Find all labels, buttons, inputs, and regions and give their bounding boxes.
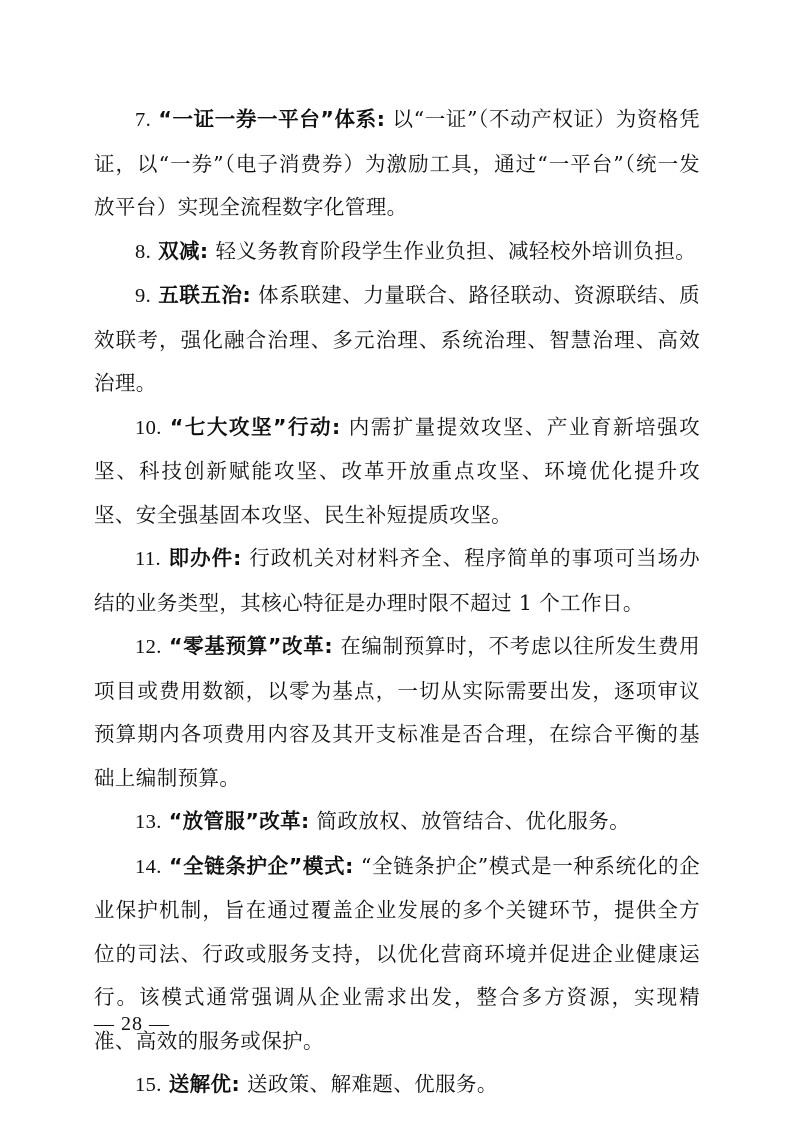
page-number: — 28 — [94, 1013, 170, 1035]
item-term: 双减: [158, 238, 209, 263]
glossary-item-12 [94, 625, 700, 800]
item-term: 送解优: [168, 1072, 241, 1096]
item-term: 即办件: [168, 546, 242, 570]
item-number: 10. [135, 416, 162, 439]
glossary-item-15 [94, 1063, 700, 1108]
item-description: 在编制预算时，不考虑以往所发生费用项目或费用数额，以零为基点，一切从实际需要出发，逐项审议预算期内各项费用内容及其开支标准是否合理，在综合平衡的基础上编制预算。 [94, 634, 700, 790]
item-term: “七大攻坚”行动: [169, 414, 341, 439]
item-description: 简政放权、放管结合、优化服务。 [316, 809, 631, 833]
item-description: 行政机关对材料齐全、程序简单的事项可当场办结的业务类型，其核心特征是办理时限不超过 1 个工作日。 [94, 546, 700, 615]
item-term: 五联五治: [158, 283, 252, 307]
glossary-item-13 [94, 800, 700, 845]
item-description: 体系联建、力量联合、路径联动、资源联结、质效联考，强化融合治理、多元治理、系统治理、智慧治理、高效治理。 [94, 283, 701, 395]
glossary-item-8 [94, 230, 700, 275]
glossary-item-7 [94, 98, 700, 230]
glossary-item-10 [94, 406, 700, 538]
glossary-item-14 [94, 845, 700, 1064]
item-description: 内需扩量提效攻坚、产业育新培强攻坚、科技创新赋能攻坚、改革开放重点攻坚、环境优化提升攻坚、安全强基固本攻坚、民生补短提质攻坚。 [94, 414, 700, 527]
item-description: “全链条护企”模式是一种系统化的企业保护机制，旨在通过覆盖企业发展的多个关键环节，提供全方位的司法、行政或服务支持，以优化营商环境并促进企业健康运行。该模式通常强调从企业需求出发，整合多方资源，实现精准、高效的服务或保护。 [94, 853, 700, 1053]
document-body [94, 98, 700, 1108]
item-number: 13. [135, 811, 162, 833]
item-number: 11. [135, 548, 162, 570]
glossary-item-11 [94, 537, 700, 625]
item-term: “零基预算”改革: [169, 634, 334, 658]
item-term: “放管服”改革: [168, 809, 310, 833]
item-number: 8. [135, 240, 152, 263]
glossary-item-9 [94, 274, 700, 406]
item-number: 14. [135, 855, 162, 878]
item-description: 轻义务教育阶段学生作业负担、减轻校外培训负担。 [215, 238, 697, 263]
item-number: 15. [135, 1074, 162, 1096]
item-description: 以“一证”（不动产权证）为资格凭证，以“一券”（电子消费券）为激励工具，通过“一平台”（统一发放平台）实现全流程数字化管理。 [94, 107, 701, 219]
item-number: 7. [135, 109, 152, 131]
item-number: 9. [135, 285, 152, 307]
item-term: “全链条护企”模式: [168, 853, 354, 878]
item-term: “一证一券一平台”体系: [158, 107, 386, 131]
item-description: 送政策、解难题、优服务。 [246, 1072, 498, 1096]
item-number: 12. [135, 636, 162, 658]
